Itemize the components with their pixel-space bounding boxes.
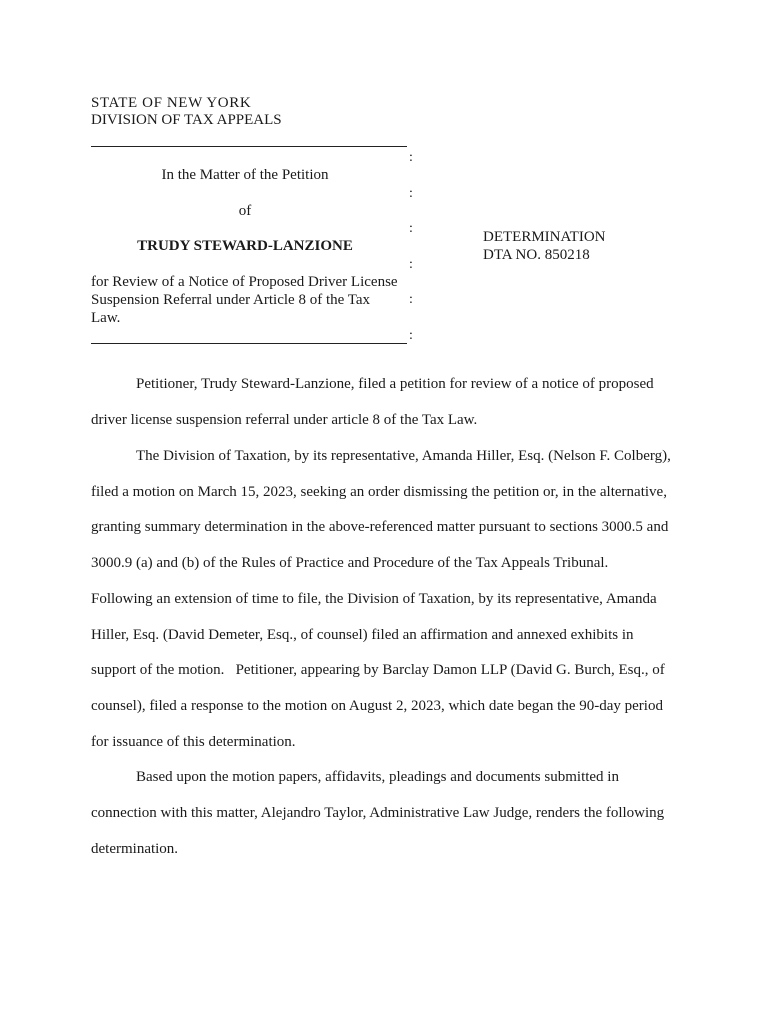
caption-bottom-rule [91, 343, 407, 344]
body-line: for issuance of this determination. [91, 734, 296, 750]
body-line: Hiller, Esq. (David Demeter, Esq., of counsel) filed an affirmation and annexed exhibits in [91, 627, 634, 643]
caption-colon: : [409, 257, 413, 272]
body-line: granting summary determination in the above-referenced matter pursuant to sections 3000.5 and [91, 519, 669, 535]
caption-of: of [238, 203, 252, 219]
caption-review-line-2: Suspension Referral under Article 8 of the Tax [91, 292, 371, 308]
body-line: connection with this matter, Alejandro Taylor, Administrative Law Judge, renders the following [91, 805, 665, 821]
body-line: 3000.9 (a) and (b) of the Rules of Practice and Procedure of the Tax Appeals Tribunal. [91, 555, 609, 571]
caption-colon: : [409, 150, 413, 165]
body-line: Based upon the motion papers, affidavits, pleadings and documents submitted in [136, 769, 619, 785]
caption-top-rule [91, 146, 407, 147]
caption-matter: In the Matter of the Petition [161, 167, 329, 183]
body-line: determination. [91, 841, 179, 857]
body-line: counsel), filed a response to the motion on August 2, 2023, which date began the 90-day period [91, 698, 663, 714]
body-line: support of the motion. Petitioner, appearing by Barclay Damon LLP (David G. Burch, Esq., of [91, 662, 665, 678]
division-heading: DIVISION OF TAX APPEALS [91, 112, 282, 128]
body-line: Following an extension of time to file, the Division of Taxation, by its representative, Amanda [91, 591, 657, 607]
caption-colon: : [409, 221, 413, 236]
caption-colon: : [409, 328, 413, 343]
caption-petitioner-name: TRUDY STEWARD-LANZIONE [137, 238, 353, 254]
body-line: Petitioner, Trudy Steward-Lanzione, filed a petition for review of a notice of proposed [136, 376, 654, 392]
dta-number: DTA NO. 850218 [483, 247, 590, 263]
caption-colon: : [409, 186, 413, 201]
determination-label: DETERMINATION [483, 229, 606, 245]
caption-review-line-3: Law. [91, 310, 121, 326]
body-line: filed a motion on March 15, 2023, seeking an order dismissing the petition or, in the alternative, [91, 484, 667, 500]
body-line: driver license suspension referral under article 8 of the Tax Law. [91, 412, 478, 428]
caption-colon: : [409, 292, 413, 307]
caption-review-line-1: for Review of a Notice of Proposed Driver License [91, 274, 398, 290]
body-line: The Division of Taxation, by its representative, Amanda Hiller, Esq. (Nelson F. Colberg), [136, 448, 671, 464]
state-heading: STATE OF NEW YORK [91, 95, 252, 111]
